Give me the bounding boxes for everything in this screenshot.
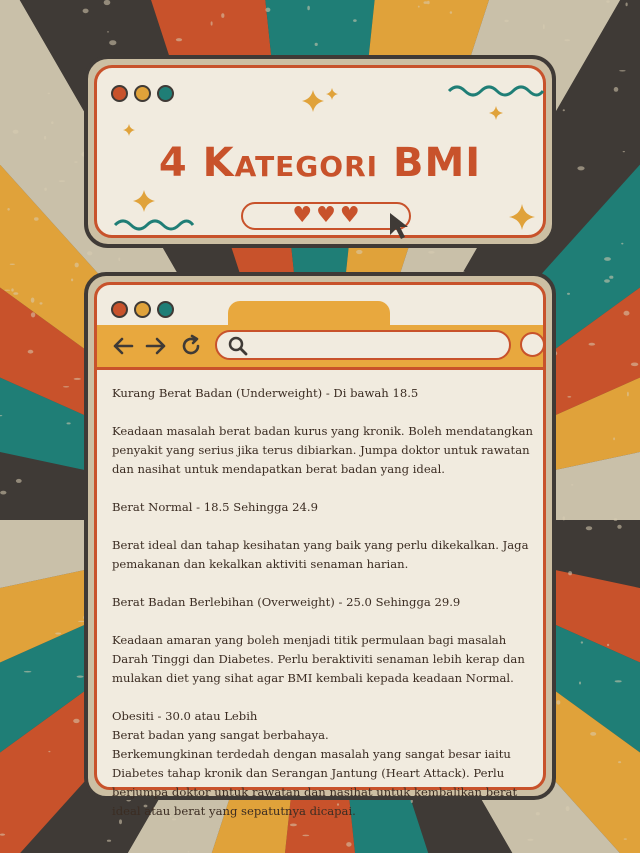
grunge-speck xyxy=(563,109,565,111)
grunge-speck xyxy=(34,217,39,220)
grunge-speck xyxy=(265,8,270,12)
grunge-speck xyxy=(176,38,182,41)
sparkle-icon xyxy=(302,90,324,112)
grunge-speck xyxy=(424,1,428,4)
section-body-normal: Berat ideal dan tahap kesihatan yang baik yang perlu dikekalkan. Jaga pemakanan dan kekalkan aktiviti senaman harian. xyxy=(112,538,529,571)
grunge-speck xyxy=(615,680,622,682)
sparkle-icon xyxy=(133,190,155,212)
grunge-speck xyxy=(543,24,545,29)
section-body-overweight: Keadaan amaran yang boleh menjadi titik permulaan bagi masalah Darah Tinggi dan Diabetes. Perlu beraktiviti senaman lebih kerap dan mulakan diet yang sihat agar BMI kembali kepada keadaan Normal. xyxy=(112,633,525,685)
grunge-speck xyxy=(77,676,84,678)
grunge-speck xyxy=(631,363,638,367)
grunge-speck xyxy=(48,751,50,752)
window-controls xyxy=(111,85,174,102)
grunge-speck xyxy=(418,6,420,8)
grunge-speck xyxy=(618,761,621,763)
url-input[interactable] xyxy=(215,330,511,360)
grunge-speck xyxy=(290,824,297,827)
grunge-speck xyxy=(221,13,224,18)
grunge-speck xyxy=(567,293,570,295)
grunge-speck xyxy=(0,491,6,495)
grunge-speck xyxy=(577,166,584,170)
grunge-speck xyxy=(624,311,630,316)
title-window-inner xyxy=(94,65,546,238)
grunge-speck xyxy=(627,392,629,397)
grunge-speck xyxy=(428,251,434,254)
grunge-speck xyxy=(614,518,618,521)
grunge-speck xyxy=(590,732,596,736)
bmi-content xyxy=(112,384,544,821)
browser-toolbar xyxy=(97,325,543,370)
section-heading-obese: Obesiti - 30.0 atau Lebih xyxy=(112,709,258,723)
grunge-speck xyxy=(604,279,610,282)
grunge-speck xyxy=(621,243,623,245)
sparkle-icon xyxy=(509,204,535,230)
page-title: 4 Kategori BMI xyxy=(158,140,482,186)
grunge-speck xyxy=(607,644,609,646)
grunge-speck xyxy=(11,288,13,291)
grunge-speck xyxy=(31,312,35,317)
grunge-speck xyxy=(5,290,11,291)
minimize-dot[interactable] xyxy=(134,301,151,318)
grunge-speck xyxy=(31,298,35,303)
grunge-speck xyxy=(44,136,46,140)
grunge-speck xyxy=(589,343,596,346)
grunge-speck xyxy=(568,571,572,575)
close-dot[interactable] xyxy=(111,301,128,318)
grunge-speck xyxy=(73,719,79,723)
grunge-speck xyxy=(307,6,310,11)
grunge-speck xyxy=(13,130,19,134)
grunge-speck xyxy=(302,835,309,837)
wave-icon xyxy=(447,82,543,100)
grunge-speck xyxy=(563,516,565,520)
grunge-speck xyxy=(571,484,573,486)
grunge-speck xyxy=(564,39,570,41)
sparkle-icon xyxy=(489,106,503,120)
grunge-speck xyxy=(16,479,22,483)
grunge-speck xyxy=(87,251,92,255)
menu-circle-button[interactable] xyxy=(520,332,545,357)
grunge-speck xyxy=(606,0,609,2)
browser-window xyxy=(84,272,556,818)
grunge-speck xyxy=(48,93,51,94)
grunge-speck xyxy=(63,386,69,387)
grunge-speck xyxy=(567,396,571,398)
title-window xyxy=(84,55,556,248)
grunge-speck xyxy=(624,838,627,839)
grunge-speck xyxy=(44,188,47,191)
grunge-speck xyxy=(67,422,71,424)
grunge-speck xyxy=(104,0,111,5)
grunge-speck xyxy=(40,302,43,304)
heart-icon: ♥ xyxy=(316,203,336,228)
back-arrow-icon[interactable] xyxy=(111,334,135,358)
grunge-speck xyxy=(74,161,77,162)
refresh-icon[interactable] xyxy=(179,334,203,358)
grunge-speck xyxy=(74,378,81,380)
grunge-speck xyxy=(51,121,53,124)
grunge-speck xyxy=(346,842,351,847)
grunge-speck xyxy=(619,70,626,71)
grunge-speck xyxy=(579,682,581,685)
grunge-speck xyxy=(24,671,32,673)
sparkle-icon xyxy=(123,124,135,136)
grunge-speck xyxy=(617,525,621,529)
grunge-speck xyxy=(55,633,61,635)
grunge-speck xyxy=(353,19,357,22)
grunge-speck xyxy=(623,151,625,152)
browser-window-inner xyxy=(94,282,546,818)
grunge-speck xyxy=(586,526,592,530)
grunge-speck xyxy=(315,43,318,46)
grunge-speck xyxy=(75,263,79,268)
grunge-speck xyxy=(10,264,15,265)
grunge-speck xyxy=(609,276,613,279)
maximize-dot[interactable] xyxy=(157,85,174,102)
section-body-underweight: Keadaan masalah berat badan kurus yang kronik. Boleh mendatangkan penyakit yang serius jika terus dibiarkan. Jumpa doktor untuk rawatan dan nasihat untuk mendapatkan berat badan yang ideal. xyxy=(112,424,533,476)
sparkle-icon xyxy=(326,88,338,100)
grunge-speck xyxy=(107,840,111,842)
wave-icon xyxy=(113,216,193,234)
section-heading-underweight: Kurang Berat Badan (Underweight) - Di bawah 18.5 xyxy=(112,386,419,400)
grunge-speck xyxy=(581,641,583,643)
grunge-speck xyxy=(59,180,65,182)
grunge-speck xyxy=(83,9,89,14)
section-body-obese: Berkemungkinan terdedah dengan masalah yang sangat besar iaitu Diabetes tahap kronik dan Serangan Jantung (Heart Attack). Perlu berjumpa doktor untuk rawatan dan nasihat untuk kembalikan berat ideal atau berat yang sepatutnya dicapai. xyxy=(112,747,518,818)
section-body-obese-intro: Berat badan yang sangat berbahaya. xyxy=(112,728,329,742)
forward-arrow-icon[interactable] xyxy=(144,334,168,358)
grunge-speck xyxy=(557,700,561,704)
grunge-speck xyxy=(527,839,533,841)
cursor-arrow-icon xyxy=(387,211,413,241)
heart-icon: ♥ xyxy=(292,203,313,228)
grunge-speck xyxy=(107,31,109,32)
grunge-speck xyxy=(188,851,190,852)
grunge-speck xyxy=(109,40,116,45)
grunge-speck xyxy=(71,279,73,282)
maximize-dot[interactable] xyxy=(157,301,174,318)
grunge-speck xyxy=(211,21,213,25)
section-heading-overweight: Berat Badan Berlebihan (Overweight) - 25.0 Sehingga 29.9 xyxy=(112,595,461,609)
grunge-speck xyxy=(356,250,362,254)
heart-icon: ♥ xyxy=(339,203,360,228)
window-controls xyxy=(111,301,174,318)
minimize-dot[interactable] xyxy=(134,85,151,102)
section-heading-normal: Berat Normal - 18.5 Sehingga 24.9 xyxy=(112,500,318,514)
grunge-speck xyxy=(28,350,34,354)
grunge-speck xyxy=(118,258,120,262)
grunge-speck xyxy=(450,11,452,14)
grunge-speck xyxy=(7,208,9,211)
search-icon xyxy=(227,335,249,357)
grunge-speck xyxy=(504,20,508,22)
grunge-speck xyxy=(604,257,611,261)
hearts-button[interactable] xyxy=(241,202,411,230)
close-dot[interactable] xyxy=(111,85,128,102)
grunge-speck xyxy=(614,87,619,92)
grunge-speck xyxy=(566,806,570,811)
grunge-speck xyxy=(613,437,615,440)
grunge-speck xyxy=(13,292,18,295)
grunge-speck xyxy=(626,3,628,7)
